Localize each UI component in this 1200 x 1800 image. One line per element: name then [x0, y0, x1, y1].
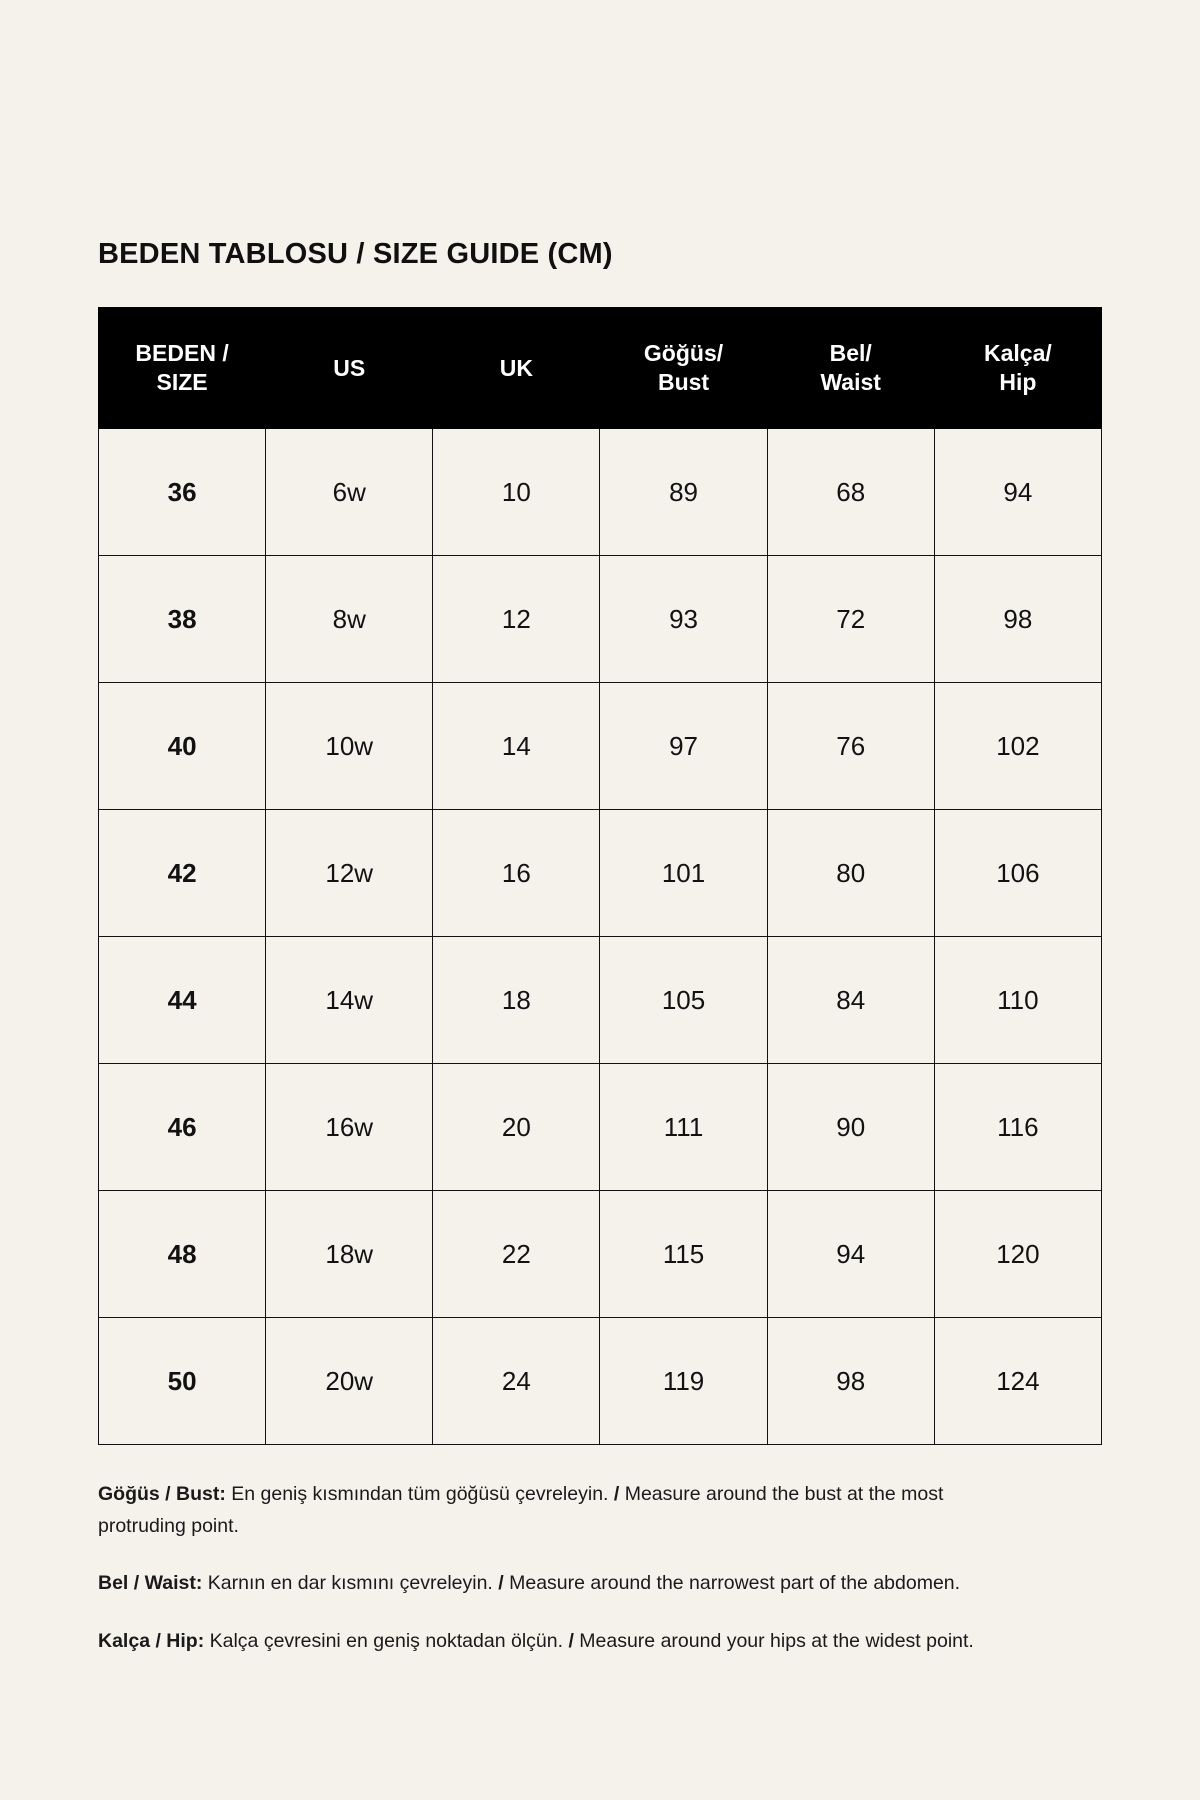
- cell-size: 38: [99, 556, 266, 683]
- cell-size: 36: [99, 429, 266, 556]
- table-row: [99, 556, 1102, 683]
- cell-waist: 98: [767, 1318, 934, 1445]
- column-header-size: [99, 308, 266, 429]
- cell-hip: 94: [934, 429, 1101, 556]
- cell-waist: 68: [767, 429, 934, 556]
- cell-hip: 98: [934, 556, 1101, 683]
- cell-waist: 76: [767, 683, 934, 810]
- cell-bust: 119: [600, 1318, 767, 1445]
- cell-waist: 90: [767, 1064, 934, 1191]
- table-row: [99, 1191, 1102, 1318]
- cell-waist: 72: [767, 556, 934, 683]
- note-hip-label: Kalça / Hip:: [98, 1629, 205, 1652]
- cell-uk: 10: [433, 429, 600, 556]
- cell-us: 20w: [266, 1318, 433, 1445]
- cell-bust: 89: [600, 429, 767, 556]
- table-row: [99, 429, 1102, 556]
- table-header-row: [99, 308, 1102, 429]
- column-header-hip: [934, 308, 1101, 429]
- column-header-waist-line2: Waist: [820, 369, 881, 395]
- cell-size: 42: [99, 810, 266, 937]
- cell-us: 14w: [266, 937, 433, 1064]
- cell-waist: 80: [767, 810, 934, 937]
- note-waist-separator: /: [498, 1572, 504, 1595]
- content-container: [98, 238, 1102, 1657]
- cell-size: 48: [99, 1191, 266, 1318]
- table-row: [99, 810, 1102, 937]
- table-row: [99, 683, 1102, 810]
- note-waist-label: Bel / Waist:: [98, 1572, 203, 1595]
- column-header-bust: [600, 308, 767, 429]
- measurement-notes: [98, 1479, 1018, 1657]
- cell-size: 50: [99, 1318, 266, 1445]
- cell-uk: 12: [433, 556, 600, 683]
- cell-bust: 97: [600, 683, 767, 810]
- note-hip-tr: Kalça çevresini en geniş noktadan ölçün.: [209, 1629, 564, 1652]
- cell-hip: 120: [934, 1191, 1101, 1318]
- cell-hip: 124: [934, 1318, 1101, 1445]
- cell-size: 46: [99, 1064, 266, 1191]
- cell-waist: 84: [767, 937, 934, 1064]
- column-header-hip-line2: Hip: [999, 369, 1037, 395]
- column-header-waist: [767, 308, 934, 429]
- size-guide-table: [98, 307, 1102, 1445]
- column-header-us: US: [266, 308, 433, 429]
- cell-bust: 93: [600, 556, 767, 683]
- cell-waist: 94: [767, 1191, 934, 1318]
- cell-hip: 110: [934, 937, 1101, 1064]
- cell-hip: 116: [934, 1064, 1101, 1191]
- cell-hip: 106: [934, 810, 1101, 937]
- cell-uk: 22: [433, 1191, 600, 1318]
- table-body: [99, 429, 1102, 1445]
- cell-us: 6w: [266, 429, 433, 556]
- cell-bust: 105: [600, 937, 767, 1064]
- cell-uk: 16: [433, 810, 600, 937]
- cell-size: 40: [99, 683, 266, 810]
- table-header: [99, 308, 1102, 429]
- cell-bust: 111: [600, 1064, 767, 1191]
- column-header-size-line1: BEDEN /: [135, 340, 229, 367]
- table-row: [99, 1064, 1102, 1191]
- cell-us: 12w: [266, 810, 433, 937]
- note-bust-label: Göğüs / Bust:: [98, 1483, 226, 1505]
- cell-uk: 20: [433, 1064, 600, 1191]
- cell-uk: 24: [433, 1318, 600, 1445]
- note-bust-separator: /: [613, 1483, 620, 1505]
- note-hip-separator: /: [568, 1629, 574, 1652]
- table-row: [99, 937, 1102, 1064]
- cell-size: 44: [99, 937, 266, 1064]
- table-row: [99, 1318, 1102, 1445]
- note-waist: [98, 1568, 1018, 1600]
- note-waist-tr: Karnın en dar kısmını çevreleyin.: [207, 1572, 493, 1595]
- note-waist-en: Measure around the narrowest part of the abdomen.: [509, 1572, 961, 1595]
- column-header-size-line2: SIZE: [156, 369, 208, 395]
- cell-hip: 102: [934, 683, 1101, 810]
- column-header-hip-line1: Kalça/: [984, 340, 1052, 367]
- column-header-uk: UK: [433, 308, 600, 429]
- cell-uk: 14: [433, 683, 600, 810]
- note-bust: [98, 1479, 1018, 1542]
- cell-us: 16w: [266, 1064, 433, 1191]
- note-hip-en: Measure around your hips at the widest point.: [579, 1629, 974, 1652]
- cell-uk: 18: [433, 937, 600, 1064]
- note-hip: [98, 1626, 1018, 1658]
- cell-us: 10w: [266, 683, 433, 810]
- cell-us: 8w: [266, 556, 433, 683]
- note-bust-en: Measure around the bust at the most protruding point.: [98, 1483, 944, 1537]
- note-bust-tr: En geniş kısmından tüm göğüsü çevreleyin.: [231, 1483, 609, 1505]
- cell-us: 18w: [266, 1191, 433, 1318]
- column-header-waist-line1: Bel/: [829, 340, 872, 367]
- column-header-bust-line1: Göğüs/: [643, 340, 724, 367]
- page-title: BEDEN TABLOSU / SIZE GUIDE (CM): [98, 238, 613, 270]
- cell-bust: 101: [600, 810, 767, 937]
- cell-bust: 115: [600, 1191, 767, 1318]
- column-header-bust-line2: Bust: [657, 369, 710, 395]
